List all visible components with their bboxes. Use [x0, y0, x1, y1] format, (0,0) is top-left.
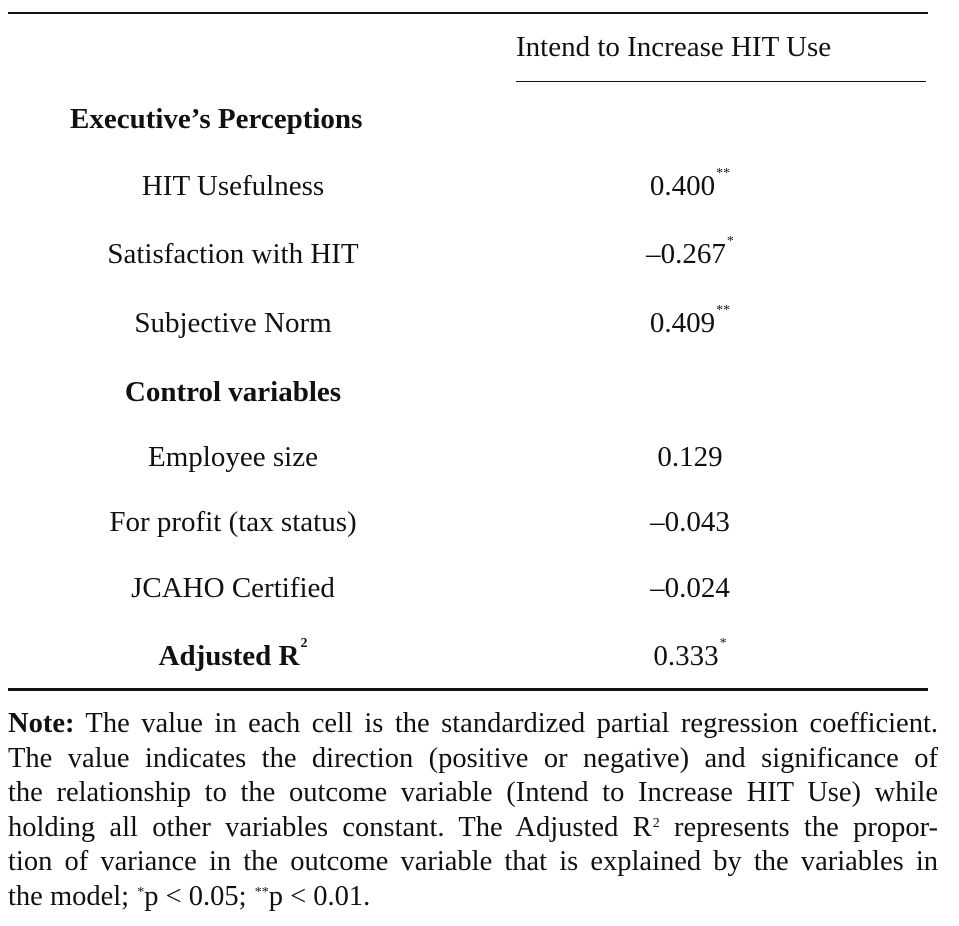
row-label: Satisfaction with HIT — [107, 238, 359, 270]
row-value: 0.400** — [649, 166, 731, 202]
table-row — [0, 103, 959, 143]
column-header: Intend to Increase HIT Use — [516, 31, 832, 63]
row-label: HIT Usefulness — [141, 170, 325, 202]
row-label: JCAHO Certified — [131, 572, 335, 604]
row-value: –0.267* — [646, 234, 734, 270]
section-heading-executive: Executive’s Perceptions — [70, 103, 363, 135]
row-value: 0.409** — [649, 303, 731, 339]
table-note: Note: The value in each cell is the standardized partial regression coefficient. The value indicates the direction (positive or negative) and significance of the relationship to the outcome variable (Intend to Increase HIT Use) while holding all other variables constant. The Adjusted $R^2$ represents the propor- tion of variance in the outcome variable that is explained by the variables in the model; *p < 0.05; **p < 0.01. — [8, 708, 938, 912]
table-row — [0, 234, 959, 278]
table-row — [0, 572, 959, 612]
row-value: –0.024 — [650, 572, 730, 604]
table-row — [0, 441, 959, 481]
section-heading-control: Control variables — [124, 376, 342, 408]
table-row — [0, 166, 959, 210]
table-row — [0, 376, 959, 416]
table-top-rule — [8, 12, 928, 14]
row-label: For profit (tax status) — [109, 506, 357, 538]
table-row — [0, 506, 959, 546]
row-label: Employee size — [148, 441, 318, 473]
row-value: 0.333* — [653, 636, 727, 672]
header-underline-rule — [516, 81, 926, 82]
table-row — [0, 303, 959, 347]
note-label: Note: — [8, 708, 75, 739]
significance-mark: * — [726, 234, 734, 249]
row-label: Subjective Norm — [134, 307, 332, 339]
row-label-adjusted-r2: Adjusted $R^2$ — [158, 636, 308, 672]
significance-mark: ** — [716, 303, 731, 318]
row-value: –0.043 — [650, 506, 730, 538]
significance-mark: ** — [716, 166, 731, 181]
table-bottom-rule — [8, 688, 928, 691]
significance-mark: * — [719, 636, 727, 651]
table-row — [0, 636, 959, 680]
row-value: 0.129 — [657, 441, 723, 473]
